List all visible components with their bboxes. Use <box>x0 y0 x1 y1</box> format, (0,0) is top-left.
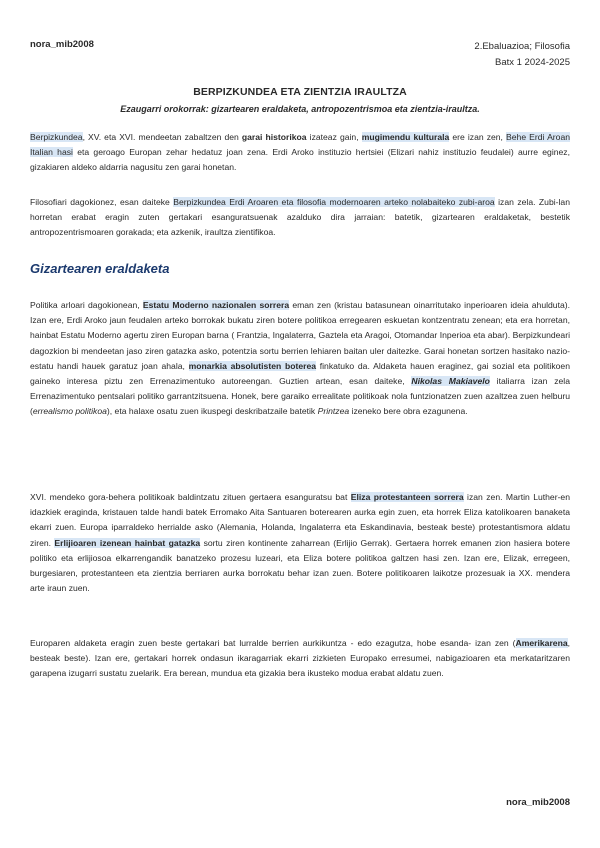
text-run: Europaren aldaketa eragin zuen beste gertakari bat lurralde berrien aurkikuntza - edo ezagutza, hobe esanda- izan zen ( <box>30 638 516 648</box>
header-info <box>474 39 570 71</box>
text-run: izateaz gain, <box>306 132 362 142</box>
paragraph-amerika <box>30 636 570 682</box>
text-run: eta geroago Europan zehar hedatuz joan zena. Erdi Aroko instituzio hertsiei (Elizari nahiz instituzio feudalei) aurre eginez, gizakiaren aldeko aldarria nagusitu zen garai honetan. <box>30 147 570 173</box>
italic-errealismo-politikoa: errealismo politikoa <box>32 406 107 417</box>
highlight-amerikarena: Amerikarena <box>515 638 568 648</box>
document-title: BERPIZKUNDEA ETA ZIENTZIA IRAULTZA <box>193 86 407 98</box>
text-run: ere izan zen, <box>449 132 507 142</box>
text-run: finkatuko da. Aldaketa hauen eraginez, gai sozial eta politikoen gaineko interesa piztu zen Errenazimentuko autoreengan. Guztien artean, esan daiteke, <box>30 360 570 387</box>
text-run: izeneko bere obra ezagunena. <box>349 406 468 417</box>
highlight-eliza-protestanteen: Eliza protestanteen sorrera <box>350 492 464 502</box>
italic-printzea: Printzea <box>317 406 350 417</box>
highlight-mugimendu-kulturala: mugimendu kulturala <box>361 132 450 142</box>
highlight-zubi-aroa: Berpizkundea Erdi Aroaren eta filosofia modernoaren arteko nolabaiteko zubi-aroa <box>173 197 495 207</box>
text-run: izan zen. Martin Luther-en idazkiek eraginda, kristauen talde handi batek Erromako Aita Santuaren boterearen aurka egin zuen, eta horrek Eliza katolikoaren banaketa ekarri zuen. Europa iparraldeko herrialde asko (Alemania, Holanda, Ingalaterra eta Eskandinavia, besteak beste) protestantismora aldatu ziren. <box>30 492 570 548</box>
header-course: Batx 1 2024-2025 <box>494 57 570 68</box>
text-run: eman zen (kristau batasunean oinarritutako inperioaren ideia ahulduta). Izan ere, Erdi Aroko jaun feudalen arteko borrokak bukatu ziren botere politikoa erregearen eskuetan kontzentratu zenean; eta era horretan, hainbat Estatu Moderno agertu ziren Europan barna ( Frantzia, Ingalaterra, Gaztela eta Aragoi, Otomandar Inperioa eta abar). Berpizkundeari dagozkion bi mendeetan jaso ziren gatazka asko, potentzia sortu berrien lehiaren baitan uler daitezke. Garai honetan sortzen hasitako nazio-estatu handi hauek garatuz joan ahala, <box>30 300 570 371</box>
text-run: italiarra izan zela Errenazimentuko pentsalari politiko garrantzitsuena. Honek, bere garaiko errealitate politikoak nola funtzionatzen zuen azaltzea zuen helburu ( <box>30 376 570 417</box>
text-run: Filosofiari dagokionez, esan daiteke <box>30 197 174 207</box>
text-run: , XV. eta XVI. mendeetan zabaltzen den <box>82 132 242 142</box>
highlight-erlijioaren-izenean: Erlijioaren izenean hainbat gatazka <box>54 537 201 548</box>
header-author: nora_mib2008 <box>30 39 94 50</box>
highlight-nikolas-makiavelo: Nikolas Makiavelo <box>411 376 490 387</box>
highlight-estatu-moderno: Estatu Moderno nazionalen sorrera <box>142 300 290 310</box>
text-run: sortu ziren kontinente zaharrean (Erlijio Gerrak). Gertaera horrek emanen zion hasiera botere politiko eta erlijiosoa elkarrengandik banatzeko prozesu luzeari, eta Eliza botere politikoa galtzen hasi zen. Izan ere, Elizak, erregeen, burgesiaren, protestanteen eta zientzia berriaren aurka borrokatu behar izan zuen. Botere politikoaren laikotze prozesuak ia XX. mendera arte iraun zuen. <box>30 537 570 594</box>
footer-author: nora_mib2008 <box>506 797 570 808</box>
text-run: Politika arloari dagokionean, <box>30 300 143 310</box>
section-heading: Gizartearen eraldaketa <box>30 261 170 276</box>
header-evaluation: 2.Ebaluazioa; Filosofia <box>474 41 570 52</box>
text-run: izan zela. Zubi-lan horretan erabat eragin zuten gertakari esanguratsuenak azalduko dira jarraian: batetik, gizartearen eraldaketak, bestetik antropozentrismoaren gorakada; eta azkenik, iraultza zientifikoa. <box>30 197 570 238</box>
text-run: ), eta halaxe osatu zuen ikuspegi deskribatzaile batetik <box>106 406 318 417</box>
bold-garai-historikoa: garai historikoa <box>241 132 307 142</box>
paragraph-politika <box>30 298 570 420</box>
intro-paragraph-2 <box>30 195 570 241</box>
text-run: XVI. mendeko gora-behera politikoak baldintzatu zituen gertaera esanguratsu bat <box>30 492 351 502</box>
text-run: , besteak beste). Izan ere, gertakari horrek ondasun ikaragarriak ekarri zizkieten Europako erresumei, nabigazioaren eta merkataritzaren garapena izugarri sustatu zuelarik. Era berean, mundua eta gizakia bera ikusteko modua erabat aldatu zuen. <box>30 638 570 679</box>
highlight-berpizkundea: Berpizkundea <box>30 132 83 142</box>
highlight-monarkia-absolutisten: monarkia absolutisten boterea <box>188 360 317 371</box>
document-subtitle: Ezaugarri orokorrak: gizartearen eraldaketa, antropozentrismoa eta zientzia-iraultza. <box>120 104 480 114</box>
intro-paragraph-1 <box>30 130 570 176</box>
highlight-behe-erdi-aroan: Behe Erdi Aroan Italian hasi <box>30 132 570 158</box>
paragraph-eliza <box>30 490 570 596</box>
